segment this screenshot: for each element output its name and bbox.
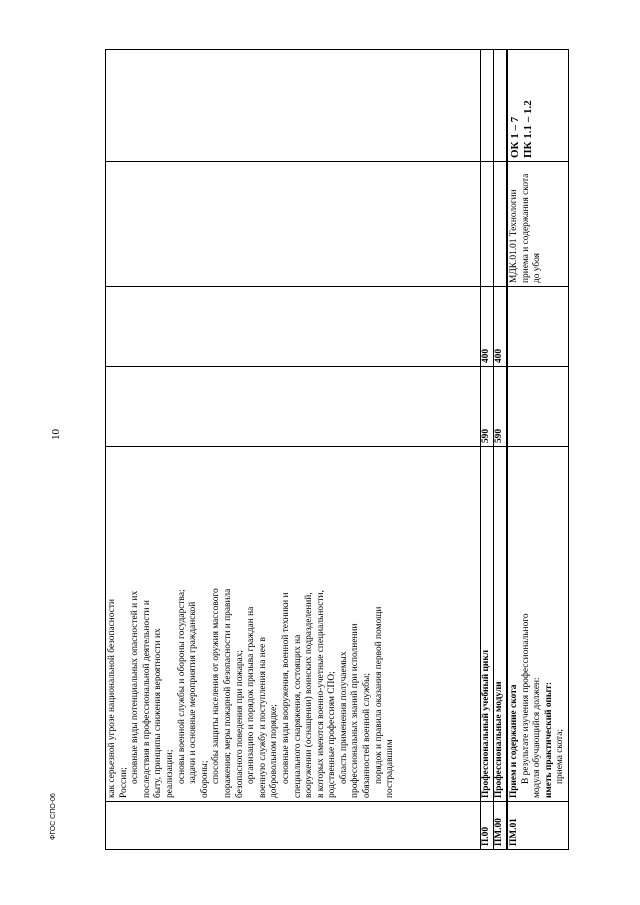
competency-cell — [481, 50, 494, 162]
table-row — [494, 50, 508, 850]
section-name-cell: Профессиональный учебный цикл — [481, 447, 494, 802]
content-line: как серьезной угрозе национальной безопасности — [107, 598, 117, 798]
max-load-cell: 590 — [481, 367, 494, 447]
competency-ok: ОК 1 – 7 — [509, 116, 521, 158]
section-name-cell: Профессиональные модули — [494, 447, 508, 802]
content-line: в которых имеются военно-учетные специальности, — [315, 590, 326, 798]
hours-cell: 400 — [494, 287, 508, 367]
table-row — [106, 50, 481, 850]
competency-cell — [106, 50, 481, 162]
curriculum-table — [105, 49, 569, 850]
hours-cell — [507, 287, 568, 367]
content-line: область применения получаемых — [338, 651, 349, 784]
content-line: вооружении (оснащении) воинских подразделений, — [304, 592, 315, 798]
footer-code: ФГОС СПО-06 — [50, 793, 57, 840]
content-line: России; — [118, 767, 129, 798]
content-line: В результате изучения профессионального — [520, 613, 531, 784]
max-load-cell — [507, 367, 568, 447]
table-row — [481, 50, 494, 850]
content-line: добровольном порядке; — [269, 704, 280, 798]
content-line: пострадавшим — [385, 739, 396, 798]
index-cell: ПМ.00 — [494, 802, 508, 850]
content-line: специального снаряжения, состоящих на — [292, 634, 303, 798]
mdk-cell — [106, 162, 481, 287]
content-line: родственные профессиям СПО; — [327, 671, 338, 798]
content-line: обороны; — [199, 760, 210, 798]
content-line: обязанностей военной службы; — [362, 673, 373, 798]
content-line: профессиональных знаний при исполнении — [350, 623, 361, 798]
module-content-cell — [507, 447, 568, 802]
content-line: модуля обучающийся должен: — [532, 677, 543, 798]
content-line: порядок и правила оказания первой помощи — [373, 606, 384, 784]
mdk-cell — [494, 162, 508, 287]
max-load-cell — [106, 367, 481, 447]
content-line: основные виды вооружения, военной техники и — [280, 592, 291, 784]
index-cell — [106, 802, 481, 850]
table-row — [507, 50, 568, 850]
page-number: 10 — [50, 429, 62, 440]
index-cell: П.00 — [481, 802, 494, 850]
content-line: быту, принципы снижения вероятности их — [153, 628, 164, 798]
content-cell — [106, 447, 481, 802]
max-load-cell: 590 — [494, 367, 508, 447]
competency-pk: ПК 1.1 – 1.2 — [522, 100, 534, 158]
content-line: способы защиты населения от оружия массового — [211, 588, 222, 784]
content-line: безопасного поведения при пожарах; — [234, 650, 245, 798]
index-cell: ПМ.01 — [507, 802, 568, 850]
content-line: иметь практический опыт: — [543, 682, 554, 798]
mdk-cell: МДК.01.01 Технологии приема и содержания скота до убоя — [507, 162, 568, 287]
hours-cell — [106, 287, 481, 367]
module-title: Прием и содержание скота — [509, 684, 519, 798]
content-line: организацию и порядок призыва граждан на — [246, 606, 257, 784]
content-line: последствия в профессиональной деятельности и — [141, 600, 152, 798]
mdk-cell — [481, 162, 494, 287]
hours-cell: 400 — [481, 287, 494, 367]
competency-cell — [494, 50, 508, 162]
competency-cell — [507, 50, 568, 162]
content-line: задачи и основные мероприятия гражданской — [188, 601, 199, 784]
rotated-table-wrapper — [105, 50, 566, 850]
content-line: приема скота; — [555, 728, 566, 784]
content-line: основы военной службы и обороны государства; — [176, 589, 187, 784]
content-line: поражения; меры пожарной безопасности и правила — [222, 588, 233, 798]
content-line: основные виды потенциальных опасностей и их — [130, 590, 141, 784]
content-line: реализации; — [164, 749, 175, 798]
content-line: военную службу и поступления на нее в — [257, 637, 268, 798]
